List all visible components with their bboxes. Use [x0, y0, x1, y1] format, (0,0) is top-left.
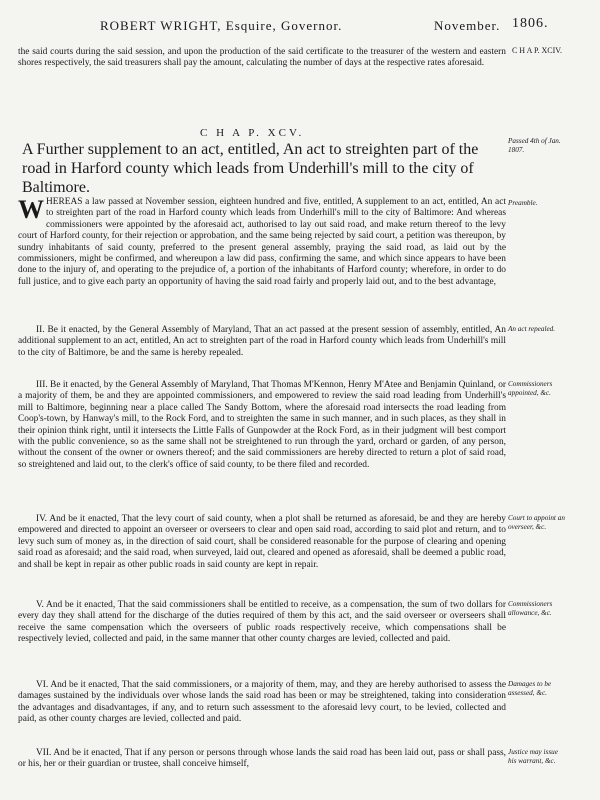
margin-note-chap-xciv: C H A P. XCIV.	[511, 46, 563, 55]
running-head-governor: ROBERT WRIGHT, Esquire, Governor.	[100, 18, 343, 33]
margin-note-section-5: Commissioners allowance, &c.	[508, 600, 553, 617]
running-head-year: 1806.	[512, 16, 549, 31]
act-title: A Further supplement to an act, entitled, An act to streighten part of the road in Harford county which leads from Underhill's mill to the city of Baltimore.	[22, 141, 479, 196]
section-6: VI. And be it enacted, That the said commissioners, or a majority of them, may, and they are hereby authorised to assess the damages sustained by the individuals over whose lands the said road has been or may be streightened, taking into consideration the advantages and disadvantages, if any, and to return such assessment to the aforesaid levy court, to be levied, collected and paid, as other county charges are levied, collected and paid.	[18, 680, 506, 725]
section-5: V. And be it enacted, That the said commissioners shall be entitled to receive, as a compensation, the sum of two dollars for every day they shall attend for the discharge of the duties required of them by this act, and the said overseer or overseers shall receive the same compensation which the overseers of public roads respectively receive, which compensations shall be respectively levied, collected and paid, in the same manner that other county charges are levied, collected and paid.	[18, 600, 506, 645]
margin-note-preamble: Preamble.	[508, 199, 538, 207]
continued-paragraph: the said courts during the said session, and upon the production of the said certificate to the treasurer of the western and eastern shores respectively, the said treasurers shall pay the amount, calculating the number of days at the respective rates aforesaid.	[18, 47, 506, 69]
preamble-text: HEREAS a law passed at November session, eighteen hundred and five, entitled, A supplement to an act, entitled, An act to streighten part of the road in Harford county which leads from Underhill's mill to the city of Baltimore: And whereas commissioners were appointed by the aforesaid act, authorised to lay out said road, and make return thereof to the levy court of Harford county, for their rejection or approbation, and the same being rejected by said court, a petition was thereupon, by sundry inhabitants of said county, preferred to the present general assembly, praying the said road, as laid out by the commissioners, might be confirmed, and whereupon a law did pass, confirming the same, and which since appears to have been done to the injury of, and operating to the prejudice of, a portion of the inhabitants of Harford county; wherefore, in order to do full justice, and to give each party an opportunity of having the said road fairly and properly laid out, and to the best advantage,	[18, 197, 506, 287]
margin-note-section-7: Justice may issue his warrant, &c.	[508, 748, 558, 765]
section-2: II. Be it enacted, by the General Assembly of Maryland, That an act passed at the present session of assembly, entitled, An additional supplement to an act, entitled, An act to streighten part of the road in Harford county which leads from Underhill's mill to the city of Baltimore, be and the same is hereby repealed.	[18, 325, 506, 358]
section-3: III. Be it enacted, by the General Assembly of Maryland, That Thomas M'Kennon, Henry M'Atee and Benjamin Quinland, or a majority of them, be and they are appointed commissioners, and empowered to review the said road leading from Underhill's mill to Baltimore, beginning near a place called The Sandy Bottom, where the aforesaid road intersects the road leading from Coop's-town, by Hanway's mill, to the Rock Ford, and to streighten the same in such manner, and in such places, as they shall in their opinion think right, until it intersects the Little Falls of Gunpowder at the Rock Ford, as in their judgment will best comport with the public convenience, so as the same shall not be streightened to run through the yard, orchard or garden, of any person, without the consent of the owner or owners thereof; and the said commissioners are hereby directed to return a plot of said road, so streightened and laid out, to the clerk's office of said county, to be there filed and recorded.	[18, 380, 506, 470]
drop-cap: W	[18, 195, 44, 224]
section-7: VII. And be it enacted, That if any person or persons through whose lands the said road has been laid out, pass or shall pass, or his, her or their guardian or trustee, shall conceive himself,	[18, 748, 506, 770]
margin-note-passed: Passed 4th of Jan. 1807.	[508, 137, 561, 154]
margin-note-section-2: An act repealed.	[508, 325, 556, 333]
margin-note-section-3: Commissioners appointed, &c.	[508, 380, 553, 397]
running-head-month: November.	[434, 18, 501, 33]
margin-note-section-4: Court to appoint an overseer, &c.	[508, 514, 565, 531]
margin-note-section-6: Damages to be assessed, &c.	[508, 680, 552, 697]
section-4: IV. And be it enacted, That the levy court of said county, when a plot shall be returned as aforesaid, be and they are hereby empowered and directed to appoint an overseer or overseers to clear and open said road, according to said plot and return, and to levy such sum of money as, in the direction of said court, shall be considered reasonable for the purpose of clearing and opening said road as aforesaid; and the said road, when surveyed, laid out, cleared and opened as aforesaid, shall be deemed a public road, and shall be kept in repair as other public roads in said county are kept in repair.	[18, 514, 506, 570]
preamble-paragraph	[18, 197, 506, 288]
chapter-heading: C H A P. XCV.	[200, 127, 305, 139]
